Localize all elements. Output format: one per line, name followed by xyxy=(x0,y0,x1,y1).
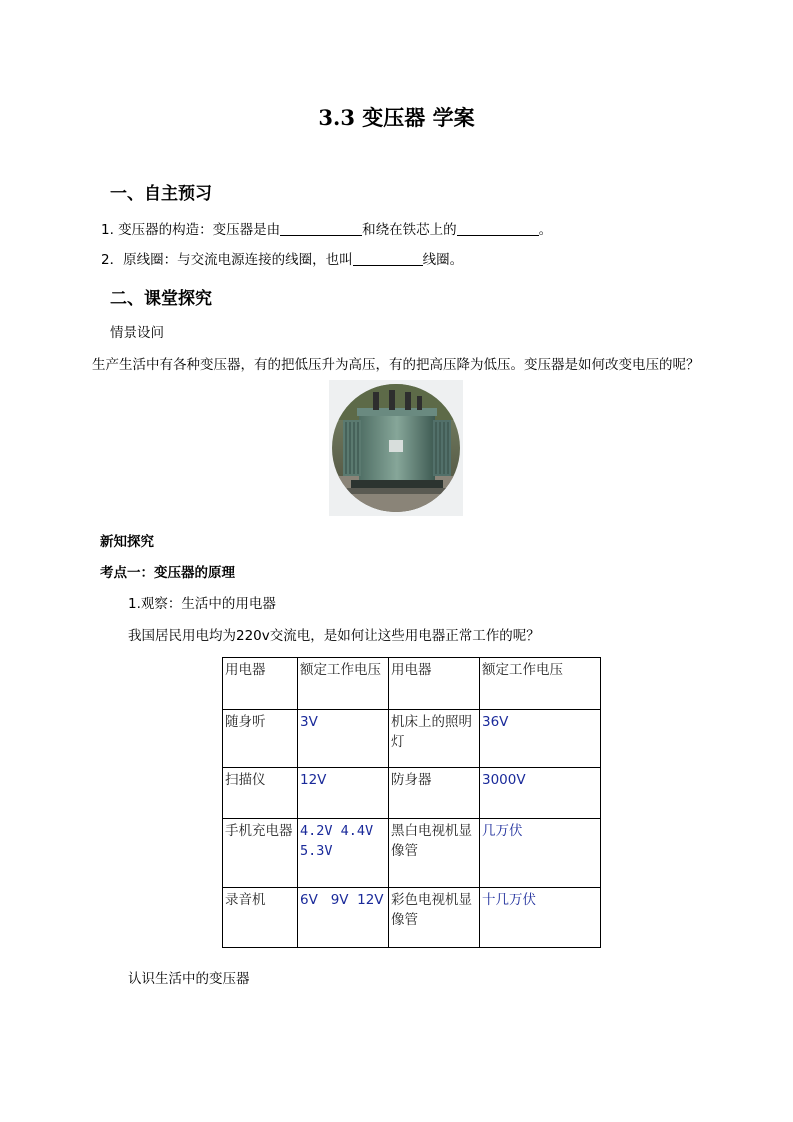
scene-label: 情景设问 xyxy=(110,325,164,341)
fill-blank-1[interactable] xyxy=(280,221,362,236)
question-2 xyxy=(101,248,463,268)
table-header-cell: 用电器 xyxy=(389,658,480,710)
table-cell: 3000V xyxy=(480,768,601,819)
table-cell: 36V xyxy=(480,710,601,768)
table-cell: 扫描仪 xyxy=(223,768,298,819)
table-cell: 手机充电器 xyxy=(223,819,298,888)
table-cell: 彩色电视机显像管 xyxy=(389,888,480,948)
question-1 xyxy=(101,218,552,238)
table-cell: 4.2V 4.4V 5.3V xyxy=(298,819,389,888)
fill-blank-3[interactable] xyxy=(353,251,423,266)
table-row xyxy=(223,888,601,948)
table-cell: 录音机 xyxy=(223,888,298,948)
table-header-row xyxy=(223,658,601,710)
section-heading-preview: 一、自主预习 xyxy=(110,184,212,204)
table-cell: 3V xyxy=(298,710,389,768)
table-cell: 12V xyxy=(298,768,389,819)
footer-text: 认识生活中的变压器 xyxy=(128,971,250,987)
fill-blank-2[interactable] xyxy=(457,221,539,236)
table-cell: 十几万伏 xyxy=(480,888,601,948)
table-cell: 防身器 xyxy=(389,768,480,819)
transformer-image xyxy=(329,380,463,516)
table-header-cell: 额定工作电压 xyxy=(298,658,389,710)
table-cell: 机床上的照明灯 xyxy=(389,710,480,768)
q1-middle: 和绕在铁芯上的 xyxy=(362,222,457,238)
q1-suffix: 。 xyxy=(538,222,553,238)
scene-text: 生产生活中有各种变压器，有的把低压升为高压，有的把高压降为低压。变压器是如何改变电压的呢？ xyxy=(92,357,700,373)
q2-prefix: 2．原线圈：与交流电源连接的线圈，也叫 xyxy=(101,252,353,268)
appliance-voltage-table xyxy=(222,657,601,948)
question-text: 我国居民用电均为220v交流电，是如何让这些用电器正常工作的呢？ xyxy=(128,628,540,644)
new-knowledge-heading: 新知探究 xyxy=(100,534,154,550)
table-header-cell: 用电器 xyxy=(223,658,298,710)
page-title: 3.3 变压器 学案 xyxy=(318,105,475,130)
table-cell: 几万伏 xyxy=(480,819,601,888)
q1-prefix: 1. 变压器的构造：变压器是由 xyxy=(101,222,281,238)
table-cell: 6V 9V 12V xyxy=(298,888,389,948)
table-cell: 黑白电视机显像管 xyxy=(389,819,480,888)
table-header-cell: 额定工作电压 xyxy=(480,658,601,710)
table-row xyxy=(223,710,601,768)
topic-heading: 考点一：变压器的原理 xyxy=(100,565,235,581)
observe-text: 1.观察：生活中的用电器 xyxy=(128,596,276,612)
section-heading-explore: 二、课堂探究 xyxy=(110,289,212,309)
table-cell: 随身听 xyxy=(223,710,298,768)
table-row xyxy=(223,819,601,888)
q2-suffix: 线圈。 xyxy=(422,252,464,268)
table-row xyxy=(223,768,601,819)
transformer-photo xyxy=(329,380,463,516)
